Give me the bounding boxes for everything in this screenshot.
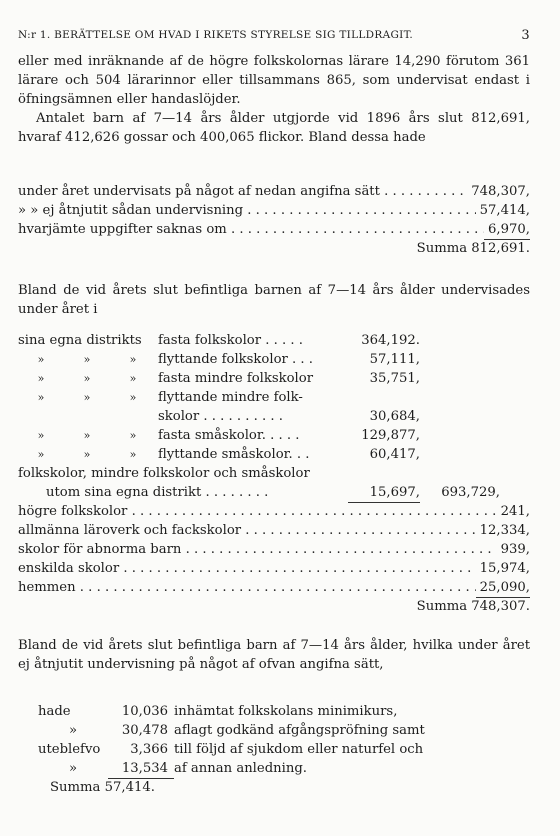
table-row: sina egna distrikts fasta folkskolor . . . . . 364,192.: [18, 333, 420, 348]
non-attendance-intro: [18, 636, 530, 674]
list-item: skolor för abnorma barn . . . 939,: [18, 540, 530, 559]
table-row: » » » flyttande mindre folk-: [37, 390, 303, 405]
list-item: » 13,534 af annan anledning.: [38, 759, 530, 778]
header-title: N:r 1. BERÄTTELSE OM HVAD I RIKETS STYRELSE SIG TILLDRAGIT.: [18, 29, 414, 41]
running-header: [18, 26, 530, 45]
table-row: » » » flyttande folkskolor . . . 57,111,: [37, 352, 420, 367]
reasons-list: [38, 702, 530, 797]
list-item: hade 10,036 inhämtat folkskolans minimikurs,: [38, 704, 398, 719]
table-row: » » » fasta mindre folkskolor 35,751,: [37, 371, 420, 386]
list-item: hemmen . . . 25,090,: [18, 578, 530, 597]
intro-section: [18, 52, 530, 147]
list-item: allmänna läroverk och fackskolor . . . 12,334,: [18, 521, 530, 540]
paragraph-children: Antalet barn af 7—14 års ålder utgjorde vid 1896 års slut 812,691, hvaraf 412,626 gossar och 400,065 flickor. Bland dessa hade: [18, 111, 530, 145]
paragraph-schools: Bland de vid årets slut befintliga barnen af 7—14 års ålder undervisades under året i: [18, 283, 530, 317]
list-item: uteblefvo 3,366 till följd af sjukdom eller naturfel och: [38, 742, 424, 757]
table-row: » » » fasta småskolor. . . . . 129,877,: [37, 428, 420, 443]
instruction-summary: [18, 182, 530, 258]
table-row: skolor . . . . . . . . . . 30,684,: [158, 409, 420, 424]
other-instruction: [18, 502, 530, 616]
paragraph-teachers: eller med inräknande af de högre folkskolornas lärare 14,290 förutom 361 lärare och 504 lärarinnor eller tillsammans 865, som undervisat endast i öfningsämnen eller handaslöjder.: [18, 54, 530, 107]
list-item: » » ej åtnjutit sådan undervisning . . . 57,414,: [18, 201, 530, 220]
table-row: folkskolor, mindre folkskolor och småskolor: [18, 466, 310, 481]
total-row: Summa 812,691.: [416, 241, 530, 256]
total-row: Summa 748,307.: [416, 599, 530, 614]
table-row: utom sina egna distrikt . . . . . . . . 15,697, 693,729,: [18, 483, 530, 502]
table-row: » » » flyttande småskolor. . . 60,417,: [37, 447, 420, 462]
list-item: enskilda skolor . . . 15,974,: [18, 559, 530, 578]
schools-intro: [18, 281, 530, 319]
page-number: 3: [521, 28, 530, 43]
list-item: under året undervisats på något af nedan angifna sätt . . . 748,307,: [18, 182, 530, 201]
list-item: högre folkskolor . . . 241,: [18, 502, 530, 521]
paragraph-non-attendance: Bland de vid årets slut befintliga barn af 7—14 års ålder, hvilka under året ej åtnjutit undervisning på något af ofvan angifna sätt,: [18, 638, 530, 672]
school-breakdown: [18, 331, 530, 502]
list-item: » 30,478 aflagt godkänd afgångspröfning samt: [68, 723, 425, 738]
list-item: hvarjämte uppgifter saknas om . . . 6,970,: [18, 220, 530, 239]
total-row: Summa 57,414.: [50, 780, 155, 795]
